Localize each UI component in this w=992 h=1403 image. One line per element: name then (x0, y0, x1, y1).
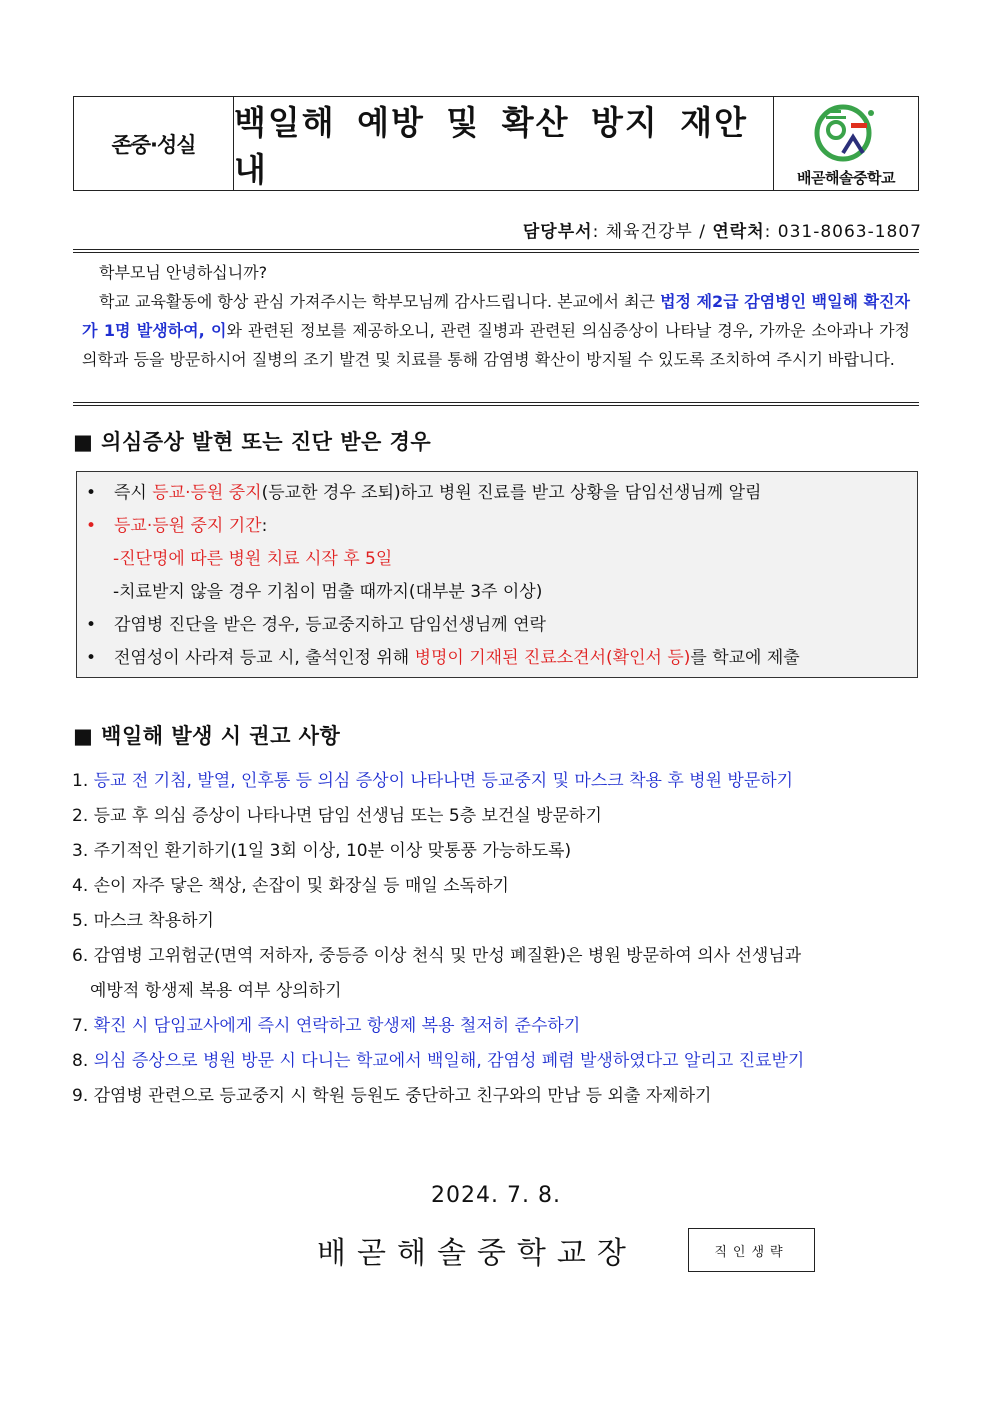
text-highlight: 병명이 기재된 진료소견서(확인서 등) (414, 648, 691, 668)
item-number: 1. (72, 771, 94, 791)
document-header (73, 96, 919, 191)
recommendation-item (72, 1044, 922, 1079)
recommendation-item (72, 834, 922, 869)
recommendation-item (72, 939, 922, 974)
document-title: 백일해 예방 및 확산 방지 재안내 (234, 97, 774, 190)
greeting: 학부모님 안녕하십니까? (99, 263, 268, 282)
item-text: 감염병 고위험군(면역 저하자, 중등증 이상 천식 및 만성 폐질환)은 병원 방문하여 의사 선생님과 (93, 946, 802, 966)
text-highlight: 등교·등원 중지 (152, 483, 262, 503)
item-number: 6. (72, 946, 94, 966)
list-item (77, 642, 917, 675)
list-item (77, 477, 917, 510)
list-item (77, 510, 917, 543)
contact-info (523, 217, 922, 242)
principal-signature-line: 배곧해솔중학교장 (317, 1236, 637, 1271)
intro-highlight: 법정 제2급 감염병인 백일해 확진자가 1명 발생하여, 이 (82, 292, 910, 340)
text: (등교한 경우 조퇴)하고 병원 진료를 받고 상황을 담임선생님께 알림 (261, 483, 762, 503)
recommendation-item (72, 869, 922, 904)
text: 감염병 진단을 받은 경우, 등교중지하고 담임선생님께 연락 (114, 615, 546, 635)
item-number: 8. (72, 1051, 94, 1071)
school-name-logo-text: 배곧해솔중학교 (797, 169, 895, 187)
item-number: 9. (72, 1086, 94, 1106)
dept-label: 담당부서 (522, 222, 593, 242)
item-number: 2. (72, 806, 94, 826)
seal-omitted-box: 직인생략 (688, 1228, 815, 1272)
school-emblem-icon (813, 103, 879, 165)
divider-bottom (73, 402, 919, 406)
section-title-symptoms: ■ 의심증상 발현 또는 진단 받은 경우 (73, 430, 432, 454)
item-text: 의심 증상으로 병원 방문 시 다니는 학교에서 백일해, 감염성 폐렴 발생하였다고 알리고 진료받기 (93, 1051, 805, 1071)
dept-value: : 체육건강부 / (592, 222, 713, 242)
recommendation-item (72, 1009, 922, 1044)
text: : (261, 516, 268, 536)
recommendation-item (72, 904, 922, 939)
phone-label: 연락처 (712, 222, 765, 242)
list-subitem: -진단명에 따른 병원 치료 시작 후 5일 (113, 549, 393, 569)
text: 를 학교에 제출 (690, 648, 800, 668)
section-title-recommendations: ■ 백일해 발생 시 권고 사항 (73, 724, 341, 748)
intro-text-part: 학교 교육활동에 항상 관심 가져주시는 학부모님께 감사드립니다. 본교에서 최근 (99, 292, 661, 311)
symptoms-box (76, 471, 918, 678)
divider-top (73, 249, 919, 253)
item-text: 주기적인 환기하기(1일 3회 이상, 10분 이상 맞통풍 가능하도록) (93, 841, 572, 861)
recommendation-item (72, 764, 922, 799)
item-text: 등교 전 기침, 발열, 인후통 등 의심 증상이 나타나면 등교중지 및 마스크 착용 후 병원 방문하기 (93, 771, 794, 791)
bullet: • (86, 648, 97, 668)
recommendations-list (72, 764, 922, 1114)
list-subitem: -치료받지 않을 경우 기침이 멈출 때까지(대부분 3주 이상) (113, 582, 543, 602)
item-text: 손이 자주 닿은 책상, 손잡이 및 화장실 등 매일 소독하기 (93, 876, 509, 896)
item-number: 4. (72, 876, 94, 896)
text: 즉시 (114, 483, 153, 503)
recommendation-item-continued: 예방적 항생제 복용 여부 상의하기 (90, 981, 342, 1001)
recommendation-item (72, 799, 922, 834)
list-item (77, 609, 917, 642)
item-text: 마스크 착용하기 (93, 911, 214, 931)
item-number: 5. (72, 911, 94, 931)
text: 전염성이 사라져 등교 시, 출석인정 위해 (114, 648, 415, 668)
intro-text-part: 와 관련된 정보를 제공하오니, 관련 질병과 관련된 의심증상이 나타날 경우, 가까운 소아과나 가정의학과 등을 방문하시어 질병의 조기 발견 및 치료를 통해 감염병 확산이 방지될 수 있도록 조치하여 주시기 바랍니다. (82, 321, 910, 369)
phone-value: : 031-8063-1807 (764, 222, 922, 242)
item-text: 등교 후 의심 증상이 나타나면 담임 선생님 또는 5층 보건실 방문하기 (93, 806, 602, 826)
bullet: • (86, 483, 97, 503)
school-logo (774, 97, 918, 190)
text-highlight: 등교·등원 중지 기간 (114, 516, 262, 536)
bullet: • (86, 516, 97, 536)
item-number: 3. (72, 841, 94, 861)
item-text: 확진 시 담임교사에게 즉시 연락하고 항생제 복용 철저히 준수하기 (93, 1016, 581, 1036)
school-motto: 존중·성실 (74, 97, 234, 190)
item-text: 감염병 관련으로 등교중지 시 학원 등원도 중단하고 친구와의 만남 등 외출 자제하기 (93, 1086, 712, 1106)
intro-text (82, 258, 910, 374)
item-number: 7. (72, 1016, 94, 1036)
document-date: 2024. 7. 8. (431, 1183, 561, 1208)
bullet: • (86, 615, 97, 635)
recommendation-item (72, 1079, 922, 1114)
intro-paragraph (82, 287, 910, 374)
